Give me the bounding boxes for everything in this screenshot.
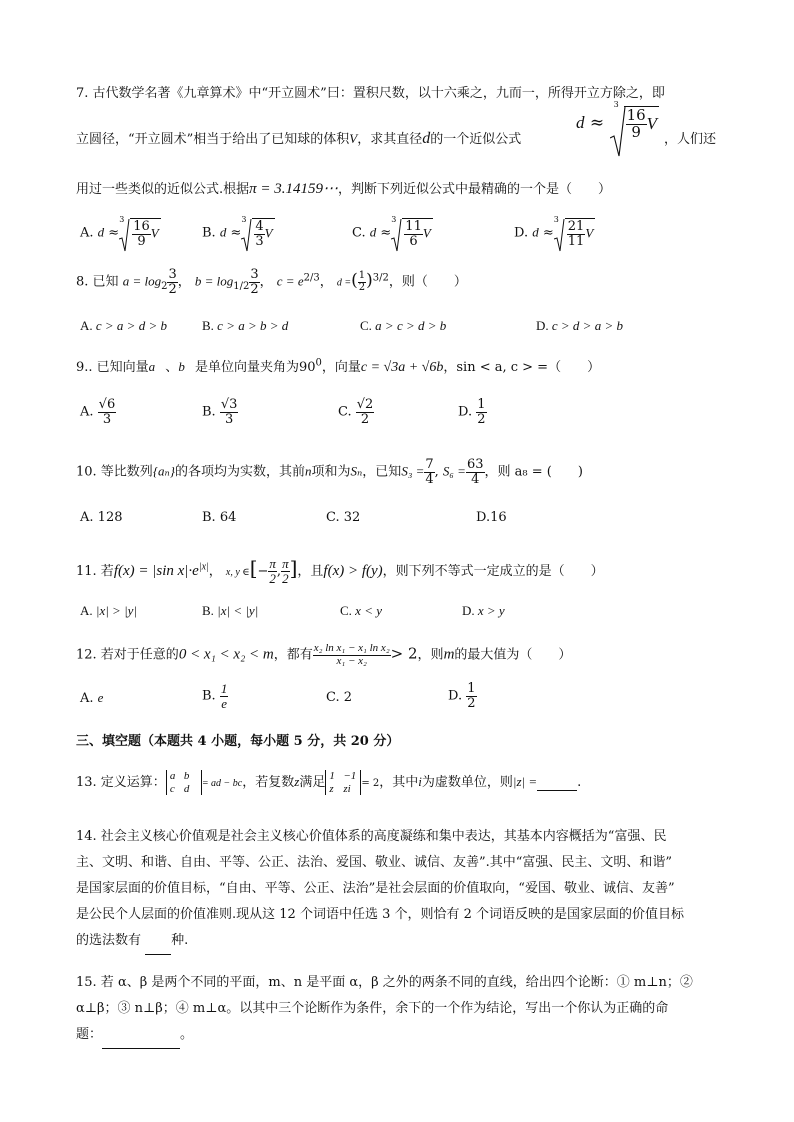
b-expr: b = log	[194, 273, 234, 289]
equals: = 2	[361, 778, 380, 790]
S6-frac	[466, 458, 485, 486]
q7-line-2-end: ，人们还	[664, 132, 717, 147]
q10-text: 10. 等比数列	[76, 464, 153, 480]
q8-option-d	[536, 318, 623, 334]
S6: S₆ =	[442, 463, 466, 479]
sequence: {aₙ}	[152, 463, 175, 479]
formula-num: 16	[626, 106, 646, 124]
q11-option-c	[340, 603, 382, 619]
option-label: C.	[360, 318, 372, 333]
option-label: C.	[352, 225, 366, 241]
option-label: C.	[326, 510, 340, 525]
den: 3	[255, 233, 264, 249]
num: √3	[220, 397, 238, 412]
option-label: D.	[536, 318, 549, 333]
den: 3	[102, 411, 112, 427]
function: f(x) = |sin x|·e	[113, 563, 199, 579]
q8-option-a	[80, 318, 167, 334]
q7-line-2	[76, 128, 521, 148]
den: 4	[425, 471, 434, 487]
q8-stem: 8. 已知 $a = \log_2$ $\frac{3}{2}$ ， $b = \log_{1/2}$ $\frac{3}{2}$ ， $c = e^{2/3}$， d =( $\frac{1}{2}$ )$^{3/2}$，则（ ）	[76, 267, 467, 297]
option-label: B.	[202, 510, 216, 525]
q12-option-a	[80, 690, 103, 706]
den: 2	[282, 571, 289, 586]
option-label: B.	[202, 225, 216, 241]
den: 2	[358, 281, 366, 293]
option-label: A.	[80, 225, 94, 241]
q11-text: ，则下列不等式一定成立的是（ ）	[382, 564, 604, 579]
den: 4	[471, 471, 480, 487]
answer-blank[interactable]	[102, 1022, 180, 1049]
den: 2	[250, 281, 259, 297]
option-label: B.	[202, 404, 216, 420]
b-frac	[249, 268, 259, 296]
q10-text: ，已知	[362, 464, 402, 480]
var-d: d	[97, 224, 105, 240]
gt: > 2	[390, 644, 418, 663]
formula-d: d	[576, 112, 585, 132]
den: 9	[137, 233, 146, 249]
q10-option-b	[202, 510, 236, 525]
d-frac	[358, 271, 366, 293]
q7-line-1: 7. 古代数学名著《九章算术》中“开立圆术”曰：置积尺数，以十六乘之，九而一，所得开立方除之，即	[76, 86, 665, 101]
a-base: 2	[161, 281, 168, 293]
cell: b	[183, 770, 190, 782]
den: 2	[467, 695, 476, 711]
q11-option-a	[80, 603, 137, 619]
frac	[220, 398, 239, 426]
q13-text: 为虚数单位，则	[421, 775, 513, 791]
var-V: V	[264, 225, 273, 241]
option-label: D.	[476, 510, 491, 525]
cell: −1	[343, 770, 357, 782]
q12-text: 的最大值为（ ）	[454, 647, 572, 663]
cell: a	[169, 770, 176, 782]
option-label: A.	[80, 510, 94, 525]
q10-option-c	[326, 510, 360, 525]
q9-option-c	[338, 398, 374, 426]
function-exp: |x|	[198, 561, 209, 573]
option-label: C.	[340, 603, 352, 618]
domain: x, y ∈	[225, 567, 250, 578]
num: π	[269, 556, 276, 572]
cell: z	[329, 782, 334, 795]
q9-option-d	[458, 398, 487, 426]
var-m: m	[443, 646, 455, 663]
var-d: d	[532, 224, 539, 240]
den: e	[221, 695, 227, 711]
cube-root: 3 $\frac{21}{11}$ V	[554, 218, 596, 248]
den: 2	[360, 411, 370, 427]
option-text: c > d > a > b	[551, 318, 623, 333]
formula-V: V	[646, 113, 658, 133]
option-text: |x| > |y|	[95, 603, 137, 618]
q14	[76, 824, 728, 955]
option-label: A.	[80, 603, 93, 618]
q12-text: 12. 若对于任意的	[76, 647, 179, 663]
num: √2	[356, 397, 374, 412]
var-n: n	[305, 463, 312, 479]
q9-text: 9.. 已知向量	[76, 360, 149, 375]
q15-text: 题：	[76, 1027, 103, 1042]
q11-stem: 11. 若f(x) = |sin $x|\cdot e^{|x|}$， x, y ∈[− $\frac{\pi}{2}$ , $\frac{\pi}{2}$ ]，且f(x) > f(y)，则下列不等式一定成立的是（ ）	[76, 556, 604, 586]
q15-text: 。	[180, 1027, 194, 1042]
num: 1	[220, 681, 228, 696]
option-text: c > a > d > b	[95, 318, 167, 333]
option-text: a > c > d > b	[375, 318, 447, 333]
cube-root: 3 $\frac{11}{6}$ V	[391, 218, 433, 248]
q12-text: ，都有	[273, 647, 313, 663]
q9-option-a	[80, 398, 116, 426]
q10-text: 的各项均为实数，其前	[174, 464, 305, 480]
q12-option-c	[326, 690, 352, 705]
cube-root: 3 $\frac{16}{9}$ V	[610, 106, 659, 141]
num: 7	[425, 457, 434, 472]
num: 1	[467, 681, 476, 696]
angle-sup: 0	[315, 357, 322, 369]
q14-line: 是公民个人层面的价值准则.现从这 12 个词语中任选 3 个，则恰有 2 个词语反映的是国家层面的价值目标	[76, 907, 685, 922]
c-expr: c = e	[276, 273, 304, 289]
q15	[76, 970, 728, 1049]
q15-line: α⊥β；③ n⊥β；④ m⊥α。以其中三个论断作为条件，余下的一个作为结论，写出一个你认为正确的命	[76, 1001, 669, 1016]
option-label: B.	[202, 688, 216, 704]
q14-line	[76, 928, 728, 955]
left-frac	[268, 557, 277, 585]
q9-stem	[76, 356, 600, 376]
determinant-def	[166, 770, 202, 795]
q10-option-a	[80, 510, 123, 525]
d-expr: d =	[336, 277, 352, 289]
q11-option-d	[462, 603, 505, 619]
den: x₁ − x₂	[336, 654, 367, 667]
angle: 90	[298, 360, 316, 375]
condition: f(x) > f(y)	[323, 563, 383, 579]
q7-text: ，求其直径	[357, 132, 423, 147]
q14-text: 种.	[171, 933, 189, 948]
q15-line	[76, 1022, 728, 1049]
option-label: A.	[80, 691, 94, 706]
q8-text: 8. 已知	[76, 274, 119, 290]
q13-text: .	[577, 775, 582, 791]
frac	[98, 398, 117, 426]
var-V: V	[585, 225, 594, 241]
q7-option-a: A. d ≈ 3 $\frac{16}{9}$ V	[80, 218, 161, 248]
q13-text: 13. 定义运算：	[76, 775, 166, 791]
option-label: B.	[202, 318, 214, 333]
option-text: 2	[343, 690, 353, 705]
num: 1	[477, 397, 486, 412]
answer-blank[interactable]	[537, 775, 577, 791]
pi-value: π = 3.14159⋯	[249, 181, 339, 197]
q10-option-d	[476, 510, 507, 525]
option-label: C.	[326, 690, 340, 705]
option-text: |x| < |y|	[217, 603, 259, 618]
right-frac	[281, 557, 290, 585]
cell: zi	[343, 782, 351, 795]
q15-line: 15. 若 α、β 是两个不同的平面，m、n 是平面 α，β 之外的两条不同的直线，给出四个论断：① m⊥n；②	[76, 975, 693, 990]
option-label: B.	[202, 603, 214, 618]
option-text: 16	[490, 510, 507, 525]
num: 4	[255, 219, 264, 234]
condition: 0 < x₁ < x₂ < m	[178, 646, 274, 663]
definition: = ad − bc	[201, 778, 243, 790]
var-z: z	[294, 774, 300, 790]
num: 1	[358, 270, 366, 282]
q11-option-b	[202, 603, 258, 619]
q9-text: 是单位向量夹角为	[194, 360, 299, 375]
den: 11	[567, 233, 585, 249]
frac	[220, 682, 229, 710]
section-heading: 三、填空题（本题共 4 小题，每小题 5 分，共 20 分）	[76, 734, 400, 749]
q12-option-b	[202, 682, 228, 710]
determinant-z	[325, 770, 361, 795]
var-V: V	[150, 225, 159, 241]
cube-root: 3 $\frac{16}{9}$ V	[119, 218, 161, 248]
num: 63	[466, 457, 484, 472]
q10-text: ，则 a₈ = ( )	[484, 464, 583, 480]
formula-den: 9	[631, 122, 641, 141]
S3: S₃ =	[401, 463, 425, 479]
q8-text: ，则（ ）	[388, 274, 467, 290]
q7-text: 的一个近似公式	[430, 132, 522, 147]
q12-option-d	[448, 682, 477, 710]
q13-text: ，其中	[379, 775, 419, 791]
den: 2	[168, 281, 177, 297]
q13-text: ，若复数	[242, 775, 295, 791]
q7-line-3	[76, 178, 611, 198]
q7-text: 立圆径，“开立圆术”相当于给出了已知球的体积	[76, 132, 350, 147]
q12-stem	[76, 643, 571, 667]
abs-z: |z| =	[512, 774, 538, 790]
option-text: 32	[343, 510, 361, 525]
answer-blank[interactable]	[145, 928, 171, 955]
q7-main-formula: d ≈ 3 $\frac{16}{9}$ V	[576, 106, 659, 141]
cube-root: 3 $\frac{4}{3}$ V	[241, 218, 274, 248]
q10-text: 项和为	[311, 464, 351, 480]
var-i: i	[418, 774, 422, 790]
vector-a: a⃗	[148, 359, 166, 374]
option-label: D.	[462, 603, 475, 618]
option-label: D.	[514, 225, 529, 241]
num: 16	[133, 219, 150, 234]
q14-line: 是国家层面的价值目标，“自由、平等、公正、法治”是社会层面的价值取向，“爱国、敬业、诚信、友善”	[76, 881, 675, 896]
var-d: d	[422, 130, 431, 147]
q14-line: 14. 社会主义核心价值观是社会主义核心价值体系的高度凝练和集中表达，其基本内容概括为“富强、民	[76, 829, 667, 844]
q11-text: 11. 若	[76, 564, 114, 579]
option-text: x < y	[355, 603, 382, 618]
q9-text: 、	[165, 360, 179, 375]
frac	[466, 682, 476, 710]
var-V: V	[349, 131, 358, 146]
option-label: C.	[338, 404, 352, 420]
num: 11	[405, 219, 422, 234]
S3-frac	[424, 458, 434, 486]
vector-expr: c = √3a + √6b	[360, 360, 444, 375]
q9-text: ，sin < a, c > =（ ）	[443, 360, 601, 375]
q11-text: ，且	[297, 564, 324, 579]
q12-text: ，则	[417, 647, 444, 663]
var-d: d	[219, 224, 227, 240]
den: 2	[477, 411, 486, 427]
a-expr: a = log	[122, 273, 162, 289]
option-text: e	[97, 690, 104, 705]
num: x₂ ln x₁ − x₁ ln x₂	[313, 642, 390, 654]
option-label: A.	[80, 404, 94, 420]
num: 3	[250, 267, 259, 282]
a-frac	[167, 268, 177, 296]
num: 21	[567, 219, 585, 234]
frac	[476, 398, 486, 426]
q8-option-b	[202, 318, 288, 334]
q13-stem	[76, 770, 581, 795]
num: √6	[98, 397, 116, 412]
cell: c	[169, 782, 175, 795]
option-text: 64	[219, 510, 237, 525]
vector-b: b⃗	[178, 359, 195, 374]
option-text: 128	[97, 510, 123, 525]
c-exp: 2/3	[303, 272, 320, 284]
option-label: D.	[458, 404, 473, 420]
q13-text: 满足	[299, 775, 326, 791]
q9-text: ，向量	[321, 360, 361, 375]
den: 6	[409, 233, 418, 249]
q9-option-b	[202, 398, 238, 426]
cell: d	[183, 782, 190, 795]
den: 2	[269, 571, 276, 586]
option-text: x > y	[477, 603, 505, 618]
den: 3	[224, 411, 234, 427]
option-label: A.	[80, 318, 93, 333]
frac	[356, 398, 375, 426]
q8-option-c	[360, 318, 446, 334]
q7-option-d: D. d ≈ 3 $\frac{21}{11}$ V	[514, 218, 595, 248]
num: 3	[168, 267, 177, 282]
b-base: 1/2	[233, 281, 250, 293]
q12-fraction	[313, 643, 391, 667]
num: π	[282, 556, 289, 572]
q10-stem: 10. 等比数列{aₙ}的各项均为实数，其前n项和为Sₙ，已知S₃ = $\frac{7}{4}$ , S₆ = $\frac{63}{4}$ ，则 a₈ = ( )	[76, 457, 583, 487]
var-Sn: Sₙ	[350, 463, 363, 479]
q14-line: 主、文明、和谐、自由、平等、公正、法治、爱国、敬业、诚信、友善”.其中“富强、民主、文明、和谐”	[76, 855, 673, 870]
d-exp: 3/2	[372, 272, 389, 284]
q14-text: 的选法数有	[76, 933, 142, 948]
q7-option-b: B. d ≈ 3 $\frac{4}{3}$ V	[202, 218, 275, 248]
option-text: c > a > b > d	[217, 318, 289, 333]
var-V: V	[422, 225, 431, 241]
option-label: D.	[448, 688, 463, 704]
q7-text: 用过一些类似的近似公式.根据	[76, 182, 250, 197]
q7-option-c: C. d ≈ 3 $\frac{11}{6}$ V	[352, 218, 433, 248]
cell: 1	[329, 770, 335, 782]
q7-text: ，判断下列近似公式中最精确的一个是（ ）	[338, 182, 612, 197]
var-d: d	[369, 224, 377, 240]
